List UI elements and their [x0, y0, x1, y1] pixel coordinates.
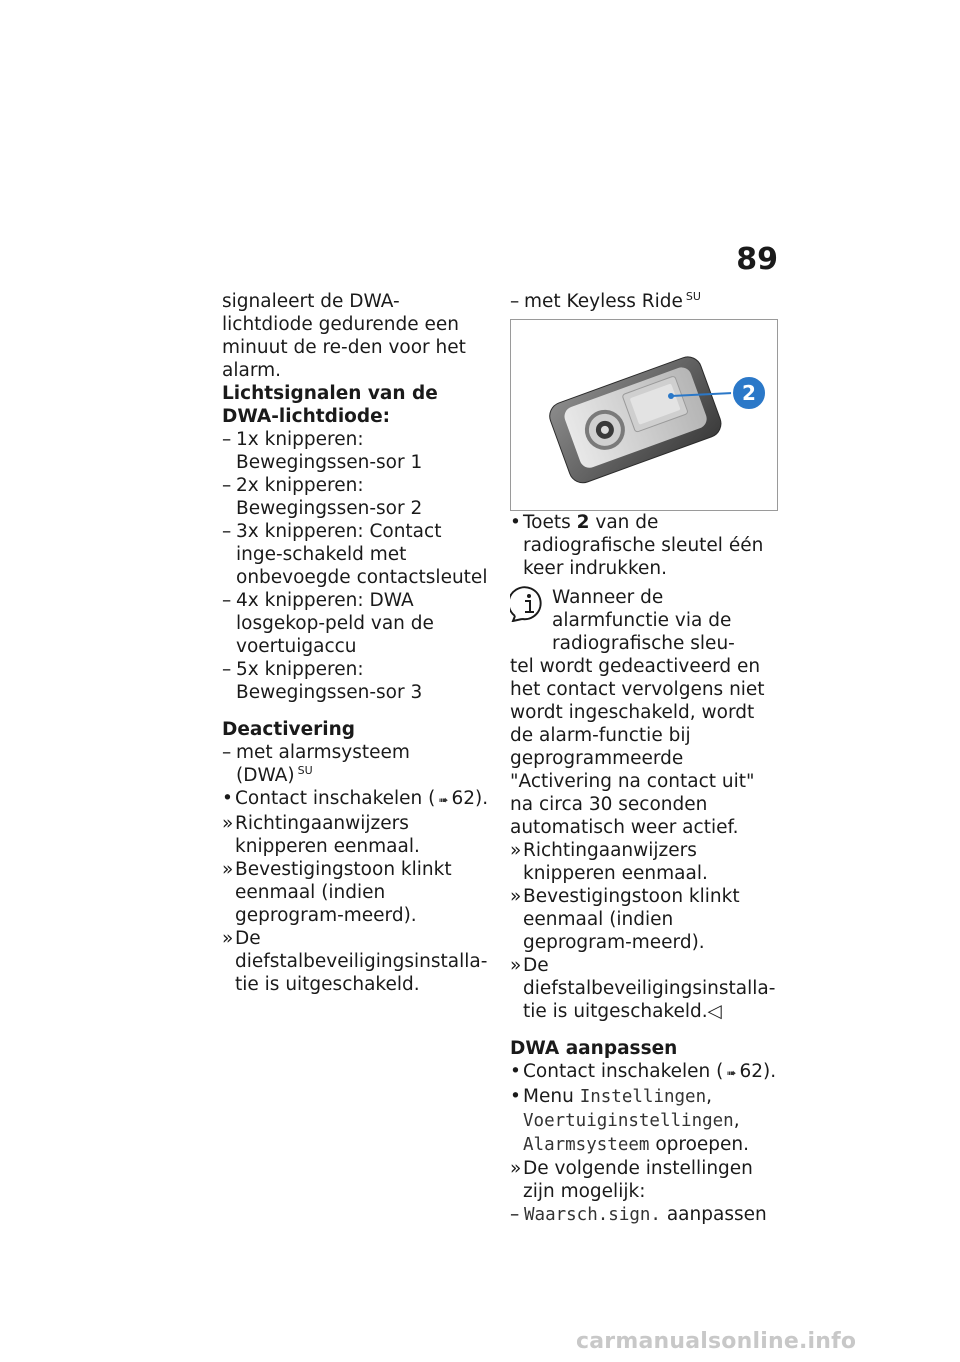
dash-marker: –: [222, 590, 232, 611]
result-marker-icon: »: [510, 955, 522, 976]
step-item: • Contact inschakelen ( ➠ 62).: [510, 1061, 777, 1082]
keyless-item: – met Keyless Ride $^{SU}$: [510, 289, 701, 312]
menu-path-settings: Instellingen: [579, 1087, 707, 1107]
step-item: • Contact inschakelen ( ➠ 62).: [222, 788, 489, 809]
page-reference-arrow-icon: ➠: [438, 793, 449, 807]
list-item: – 4x knipperen: DWA losgekop-peld van de voertuigaccu: [222, 590, 434, 657]
page-link[interactable]: 62).: [739, 1061, 777, 1082]
dash-marker: –: [222, 521, 232, 542]
info-icon: [510, 586, 548, 622]
page-reference-arrow-icon: ➠: [726, 1066, 737, 1080]
deactivation-heading: Deactivering: [222, 719, 356, 740]
result-marker-icon: »: [222, 928, 234, 949]
dash-marker: –: [510, 1204, 520, 1225]
end-mark-icon: ◁: [707, 1001, 722, 1022]
note-text-first: Wanneer de alarmfunctie via de radiografische sleu-: [552, 587, 735, 654]
su-superscript: SU: [297, 763, 313, 777]
info-note: [510, 586, 778, 839]
alarm-system-item: – met alarmsysteem (DWA) $^{SU}$: [222, 742, 410, 786]
page-link[interactable]: 62).: [451, 788, 489, 809]
result-item: » De diefstalbeveiligingsinstalla-tie is uitgeschakeld.: [222, 928, 488, 995]
figure-label: 2: [742, 381, 756, 405]
right-column: [510, 290, 778, 1227]
bullet-marker: •: [510, 1086, 521, 1107]
result-marker-icon: »: [510, 840, 522, 861]
menu-path-alarm-system: Alarmsysteem: [523, 1135, 650, 1155]
page-number: 89: [736, 242, 778, 277]
result-marker-icon: »: [510, 1158, 522, 1179]
list-item: – 5x knipperen: Bewegingssen-sor 3: [222, 659, 423, 703]
watermark: carmanualsonline.info: [576, 1329, 857, 1354]
bullet-marker: •: [510, 1061, 521, 1082]
list-item: – 2x knipperen: Bewegingssen-sor 2: [222, 475, 423, 519]
result-item: » De volgende instellingen zijn mogelijk:: [510, 1158, 753, 1202]
key-fob-figure: [510, 319, 778, 511]
dash-marker: –: [222, 742, 232, 763]
dash-marker: –: [222, 659, 232, 680]
key-fob-illustration: [511, 320, 777, 510]
list-item: – 3x knipperen: Contact inge-schakeld met onbevoegde contactsleutel: [222, 521, 488, 588]
left-column: [222, 290, 490, 996]
dash-marker: –: [222, 475, 232, 496]
result-item: » Richtingaanwijzers knipperen eenmaal.: [510, 840, 708, 884]
su-superscript: SU: [685, 289, 701, 303]
note-text-rest: tel wordt gedeactiveerd en het contact vervolgens niet wordt ingeschakeld, wordt de alarm-functie bij geprogrammeerde "Activering na contact uit" na circa 30 seconden automatisch weer actief.: [510, 656, 765, 838]
dash-marker: –: [510, 291, 520, 312]
result-item: » Richtingaanwijzers knipperen eenmaal.: [222, 813, 420, 857]
option-item: – Waarsch.sign. aanpassen: [510, 1204, 767, 1225]
bullet-marker: •: [222, 788, 233, 809]
result-item: » Bevestigingstoon klinkt eenmaal (indien geprogram-meerd).: [510, 886, 740, 953]
menu-path-vehicle-settings: Voertuiginstellingen: [523, 1111, 734, 1131]
dwa-adjust-heading: DWA aanpassen: [510, 1038, 678, 1059]
result-item: » Bevestigingstoon klinkt eenmaal (indien geprogram-meerd).: [222, 859, 452, 926]
menu-step-item: • Menu Instellingen, Voertuiginstellingen, Alarmsysteem oproepen.: [510, 1086, 750, 1155]
bullet-marker: •: [510, 512, 521, 533]
result-item: » De diefstalbeveiligingsinstalla-tie is uitgeschakeld.◁: [510, 955, 776, 1022]
signal-list: [222, 428, 490, 704]
option-warning-signal: Waarsch.sign.: [524, 1205, 661, 1225]
intro-text: signaleert de DWA-lichtdiode gedurende een minuut de re-den voor het alarm.: [222, 291, 466, 381]
list-item: – 1x knipperen: Bewegingssen-sor 1: [222, 429, 423, 473]
result-marker-icon: »: [222, 813, 234, 834]
result-marker-icon: »: [222, 859, 234, 880]
result-marker-icon: »: [510, 886, 522, 907]
dash-marker: –: [222, 429, 232, 450]
step-item: • Toets 2 van de radiografische sleutel één keer indrukken.: [510, 512, 764, 579]
light-signals-heading: Lichtsignalen van de DWA-lichtdiode:: [222, 383, 438, 427]
